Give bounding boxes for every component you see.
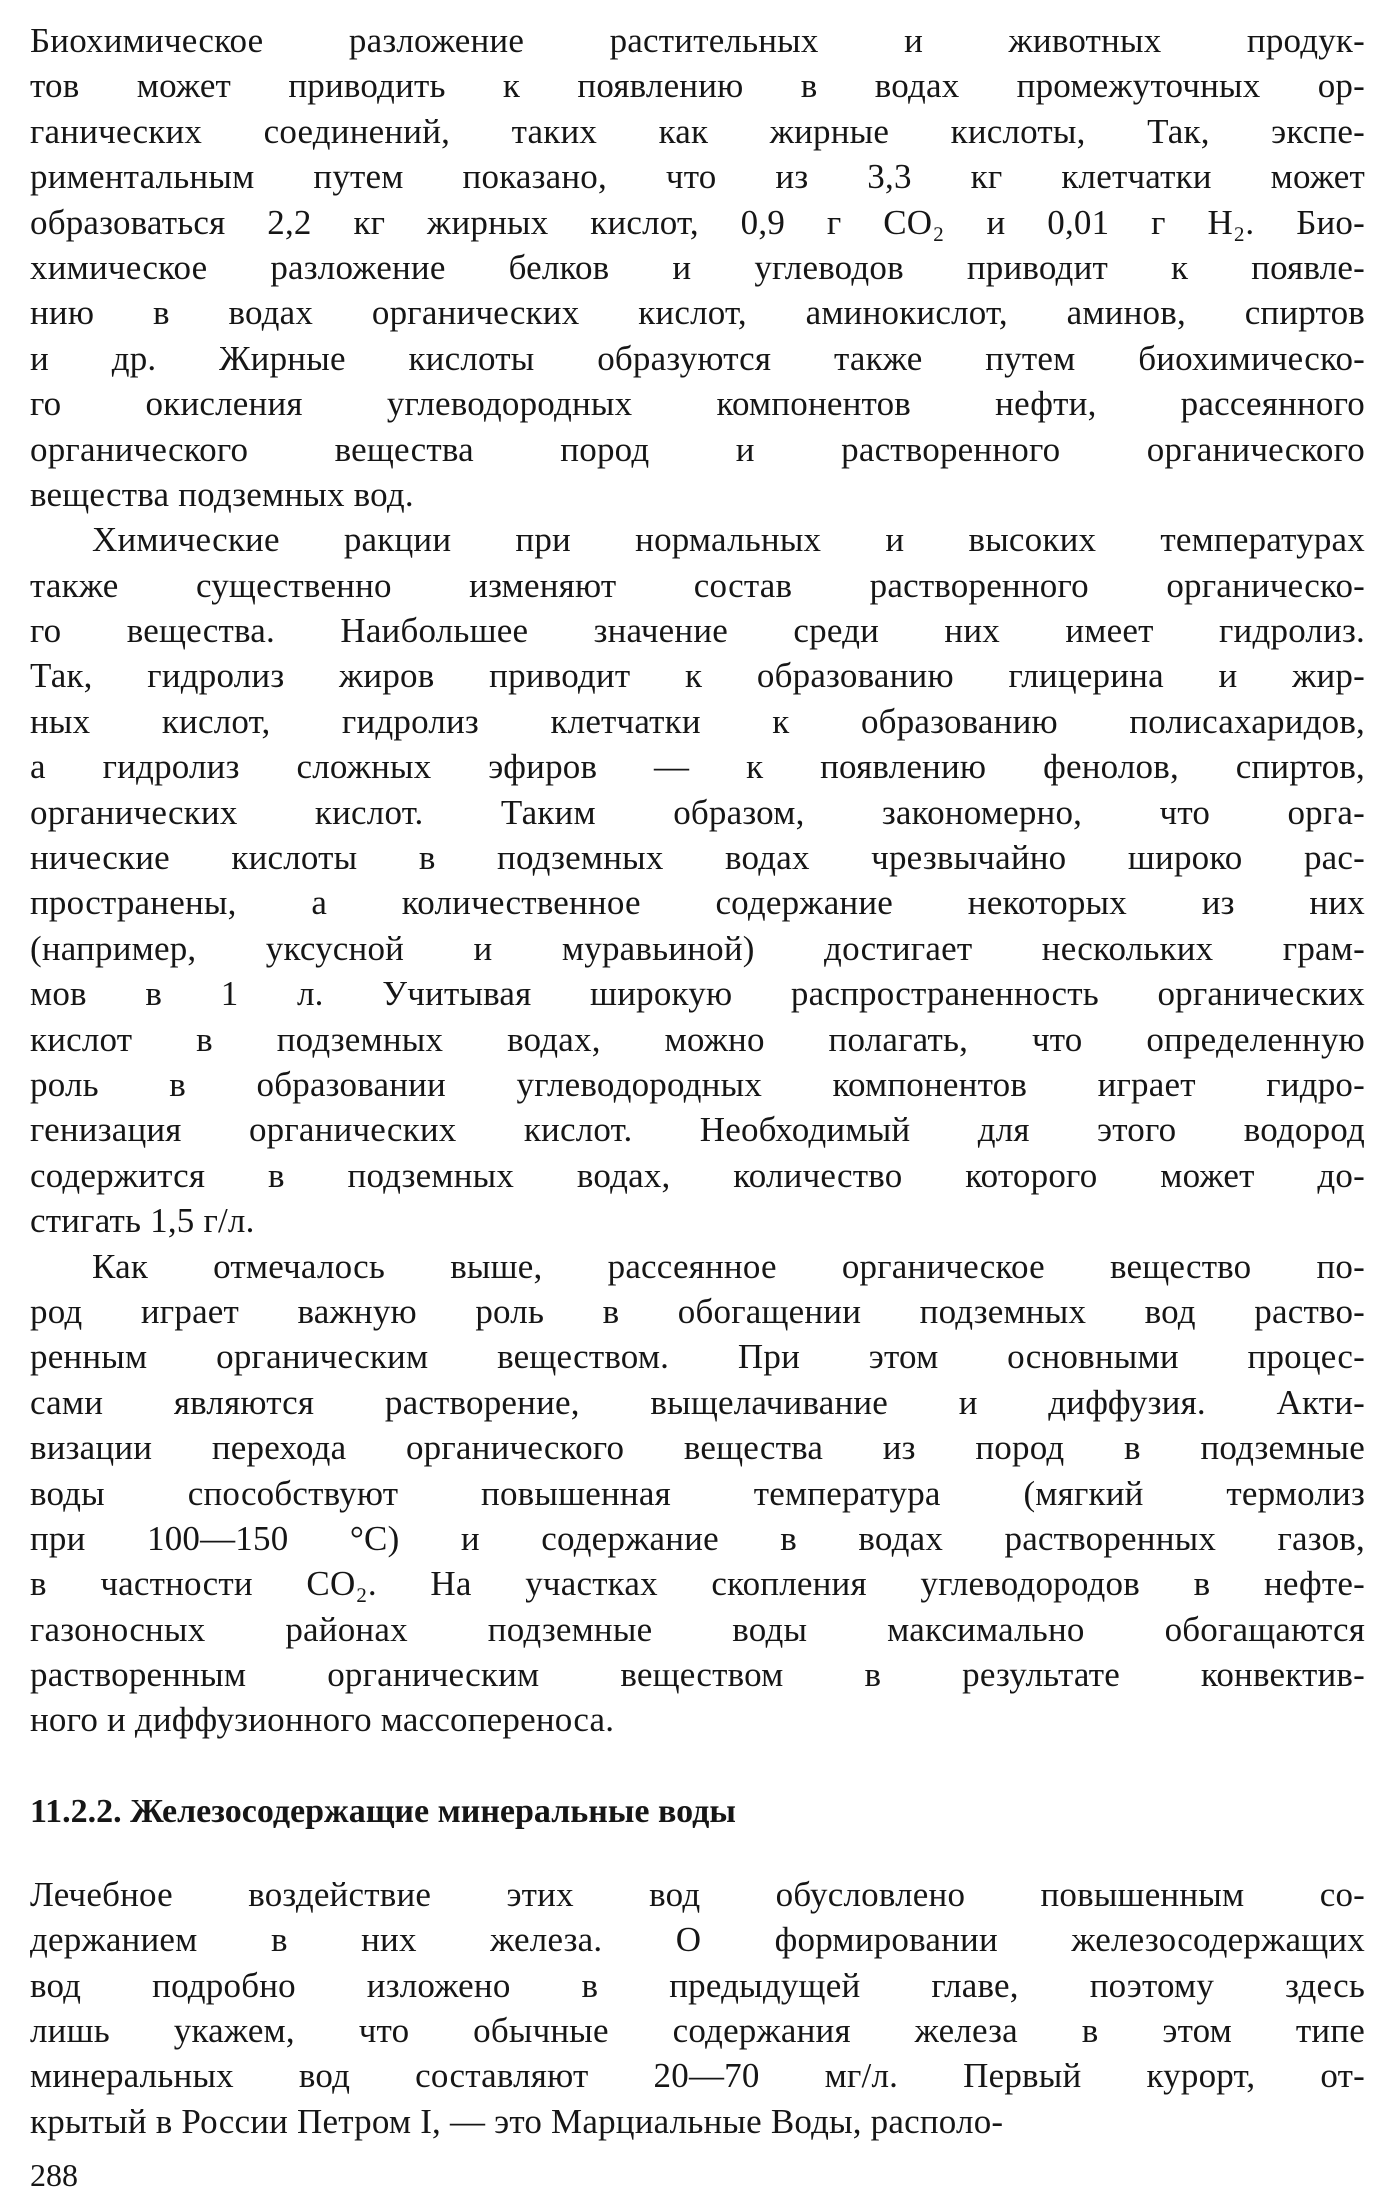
- text-line: также существенно изменяют состав растворенного органическо-: [30, 565, 1365, 605]
- text-line: кислот в подземных водах, можно полагать, что определенную: [30, 1019, 1365, 1059]
- text-line: Химические ракции при нормальных и высоких температурах: [92, 520, 1365, 560]
- text-line: минеральных вод составляют 20—70 мг/л. Первый курорт, от-: [30, 2056, 1365, 2096]
- text-line: нические кислоты в подземных водах чрезвычайно широко рас-: [30, 838, 1365, 878]
- text-line: нию в водах органических кислот, аминокислот, аминов, спиртов: [30, 293, 1365, 333]
- paragraph-iron-waters: [30, 1872, 1365, 2144]
- paragraph-chemical-reactions: [30, 517, 1365, 1243]
- section-heading: 11.2.2. Железосодержащие минеральные воды: [30, 1792, 736, 1830]
- text-line: роль в образовании углеводородных компонентов играет гидро-: [30, 1064, 1365, 1104]
- text-line: в частности CO₂. На участках скопления углеводородов в нефте-: [30, 1564, 1365, 1604]
- text-line: и др. Жирные кислоты образуются также путем биохимическо-: [30, 338, 1365, 378]
- document-page: [30, 18, 1365, 2144]
- text-line: крытый в России Петром I, — это Марциальные Воды, располо-: [30, 2101, 1004, 2141]
- text-line: содержится в подземных водах, количество которого может до-: [30, 1155, 1365, 1195]
- text-line: генизация органических кислот. Необходимый для этого водород: [30, 1110, 1365, 1150]
- text-line: растворенным органическим веществом в результате конвектив-: [30, 1655, 1365, 1695]
- text-line: а гидролиз сложных эфиров — к появлению фенолов, спиртов,: [30, 747, 1365, 787]
- text-line: воды способствуют повышенная температура (мягкий термолиз: [30, 1473, 1365, 1513]
- text-line: химическое разложение белков и углеводов приводит к появле-: [30, 247, 1365, 287]
- text-line: при 100—150 °С) и содержание в водах растворенных газов,: [30, 1518, 1365, 1558]
- text-line: род играет важную роль в обогащении подземных вод раство-: [30, 1291, 1365, 1331]
- text-line: лишь укажем, что обычные содержания железа в этом типе: [30, 2011, 1365, 2051]
- text-line: го окисления углеводородных компонентов нефти, рассеянного: [30, 384, 1365, 424]
- text-line: тов может приводить к появлению в водах промежуточных ор-: [30, 66, 1365, 106]
- text-line: вещества подземных вод.: [30, 474, 414, 514]
- text-line: Как отмечалось выше, рассеянное органическое вещество по-: [92, 1246, 1365, 1286]
- text-line: ного и диффузионного массопереноса.: [30, 1700, 615, 1740]
- text-line: Биохимическое разложение растительных и животных продук-: [30, 21, 1365, 60]
- text-line: стигать 1,5 г/л.: [30, 1201, 255, 1241]
- text-line: (например, уксусной и муравьиной) достигает нескольких грам-: [30, 928, 1365, 968]
- text-line: сами являются растворение, выщелачивание и диффузия. Акти-: [30, 1382, 1365, 1422]
- text-line: вод подробно изложено в предыдущей главе, поэтому здесь: [30, 1965, 1365, 2005]
- text-line: го вещества. Наибольшее значение среди них имеет гидролиз.: [30, 611, 1365, 651]
- paragraph-dispersed-organic-matter: [30, 1244, 1365, 1743]
- text-line: Так, гидролиз жиров приводит к образованию глицерина и жир-: [30, 656, 1365, 696]
- text-line: визации перехода органического вещества из пород в подземные: [30, 1428, 1365, 1468]
- text-line: органического вещества пород и растворенного органического: [30, 429, 1365, 469]
- text-line: ных кислот, гидролиз клетчатки к образованию полисахаридов,: [30, 701, 1365, 741]
- text-line: газоносных районах подземные воды максимально обогащаются: [30, 1609, 1365, 1649]
- text-line: риментальным путем показано, что из 3,3 кг клетчатки может: [30, 157, 1365, 197]
- paragraph-biochemical-decomposition: [30, 18, 1365, 517]
- text-line: мов в 1 л. Учитывая широкую распространенность органических: [30, 974, 1365, 1014]
- text-line: ганических соединений, таких как жирные кислоты, Так, экспе-: [30, 111, 1365, 151]
- page-number: 288: [30, 2157, 78, 2193]
- text-line: держанием в них железа. О формировании железосодержащих: [30, 1920, 1365, 1960]
- text-line: образоваться 2,2 кг жирных кислот, 0,9 г CO₂ и 0,01 г H₂. Био-: [30, 202, 1365, 242]
- text-line: пространены, а количественное содержание некоторых из них: [30, 883, 1365, 923]
- text-line: органических кислот. Таким образом, закономерно, что орга-: [30, 792, 1365, 832]
- text-line: ренным органическим веществом. При этом основными процес-: [30, 1337, 1365, 1377]
- text-line: Лечебное воздействие этих вод обусловлено повышенным со-: [30, 1874, 1365, 1914]
